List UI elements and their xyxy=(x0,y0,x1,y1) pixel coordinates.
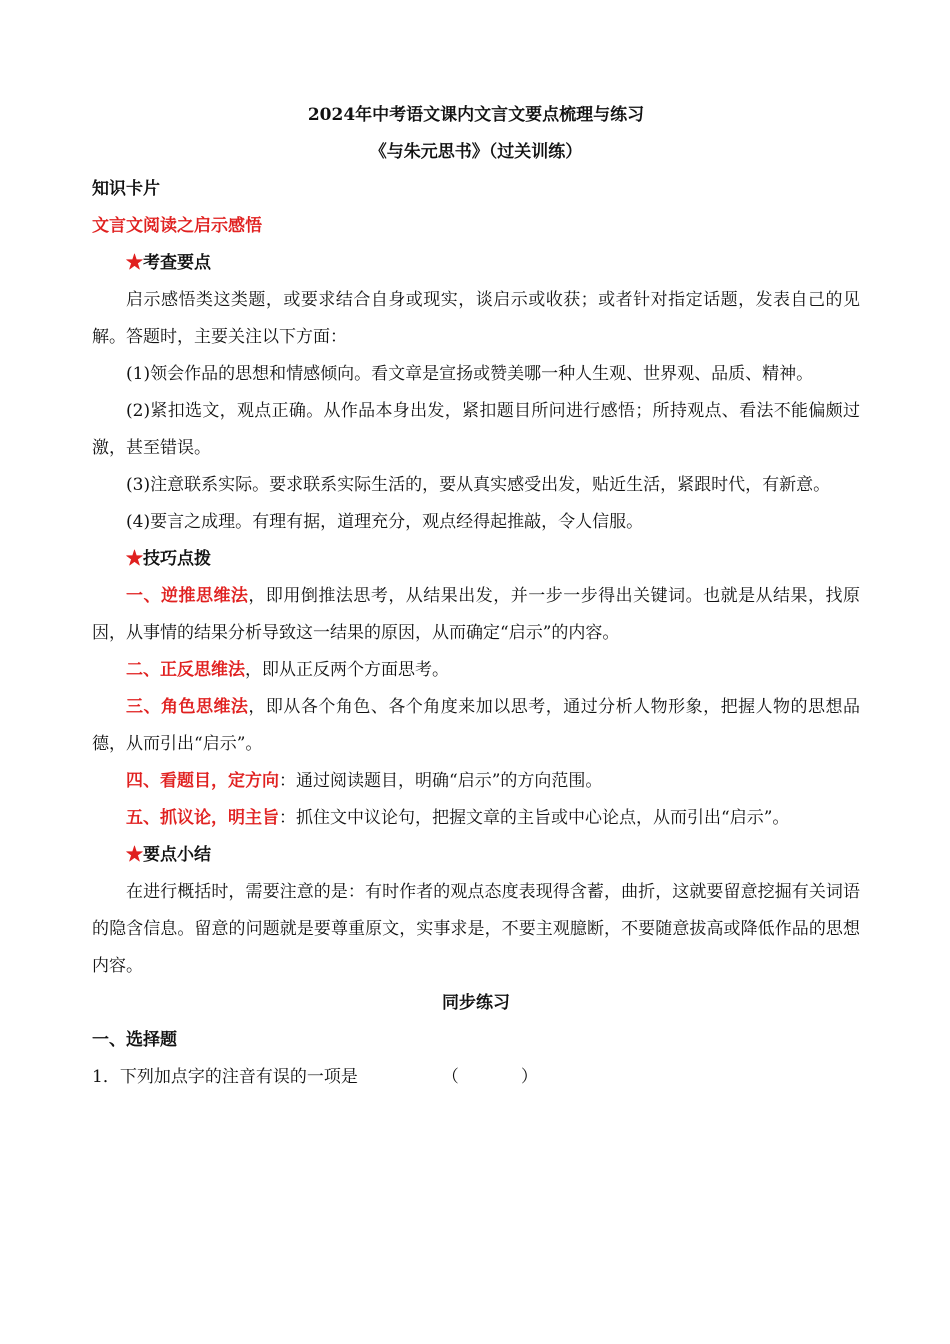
point-2: (2)紧扣选文，观点正确。从作品本身出发，紧扣题目所问进行感悟；所持观点、看法不能偏颇过激，甚至错误。 xyxy=(92,401,860,458)
section-heading-exam-points xyxy=(92,245,860,282)
practice-heading: 同步练习 xyxy=(442,993,510,1013)
tip-label: 五、抓议论，明主旨 xyxy=(126,808,279,828)
tip-label: 一、逆推思维法 xyxy=(126,586,249,606)
tip-label: 三、角色思维法 xyxy=(126,697,249,717)
tip-text: ，即从正反两个方面思考。 xyxy=(245,660,449,680)
question-1 xyxy=(92,1059,860,1096)
tip-1 xyxy=(92,578,860,652)
section-title: 技巧点拨 xyxy=(143,549,211,569)
point-1: (1)领会作品的思想和情感倾向。看文章是宣扬或赞美哪一种人生观、世界观、品质、精神。 xyxy=(126,364,814,384)
question-text: 1．下列加点字的注音有误的一项是 xyxy=(92,1067,358,1087)
tip-text: ：抓住文中议论句，把握文章的主旨或中心论点，从而引出“启示”。 xyxy=(279,808,790,828)
topic-heading: 文言文阅读之启示感悟 xyxy=(92,216,262,236)
tip-label: 四、看题目，定方向 xyxy=(126,771,279,791)
section-heading-summary xyxy=(92,837,860,874)
star-icon: ★ xyxy=(126,549,143,569)
section-intro: 启示感悟类这类题，或要求结合自身或现实，谈启示或收获；或者针对指定话题，发表自己的见解。答题时，主要关注以下方面： xyxy=(92,290,860,347)
document-subtitle: 《与朱元思书》（过关训练） xyxy=(369,142,583,162)
section-title: 考查要点 xyxy=(143,253,211,273)
answer-bracket-open: （ xyxy=(441,1067,459,1087)
document-title: 2024年中考语文课内文言文要点梳理与练习 xyxy=(307,105,645,125)
point-4: (4)要言之成理。有理有据，道理充分，观点经得起推敲，令人信服。 xyxy=(126,512,644,532)
tip-2 xyxy=(92,652,860,689)
tip-4 xyxy=(92,763,860,800)
answer-bracket-close: ） xyxy=(520,1067,538,1087)
tip-label: 二、正反思维法 xyxy=(126,660,245,680)
star-icon: ★ xyxy=(126,253,143,273)
part-heading: 一、选择题 xyxy=(92,1030,177,1050)
tip-text: ，即从各个角色、各个角度来加以思考，通过分析人物形象，把握人物的思想品德，从而引出“启示”。 xyxy=(92,697,861,754)
summary-paragraph: 在进行概括时，需要注意的是：有时作者的观点态度表现得含蓄，曲折，这就要留意挖掘有关词语的隐含信息。留意的问题就是要尊重原文，实事求是，不要主观臆断，不要随意拔高或降低作品的思想内容。 xyxy=(92,882,860,976)
knowledge-heading: 知识卡片 xyxy=(92,179,160,199)
star-icon: ★ xyxy=(126,845,143,865)
document-body xyxy=(92,97,860,1096)
section-title: 要点小结 xyxy=(143,845,211,865)
tip-text: ，即用倒推法思考，从结果出发，并一步一步得出关键词。也就是从结果，找原因，从事情的结果分析导致这一结果的原因，从而确定“启示”的内容。 xyxy=(92,586,861,643)
tip-text: ：通过阅读题目，明确“启示”的方向范围。 xyxy=(279,771,603,791)
tip-3 xyxy=(92,689,860,763)
section-heading-tips xyxy=(92,541,860,578)
point-3: (3)注意联系实际。要求联系实际生活的，要从真实感受出发，贴近生活，紧跟时代，有新意。 xyxy=(126,475,831,495)
tip-5 xyxy=(92,800,860,837)
